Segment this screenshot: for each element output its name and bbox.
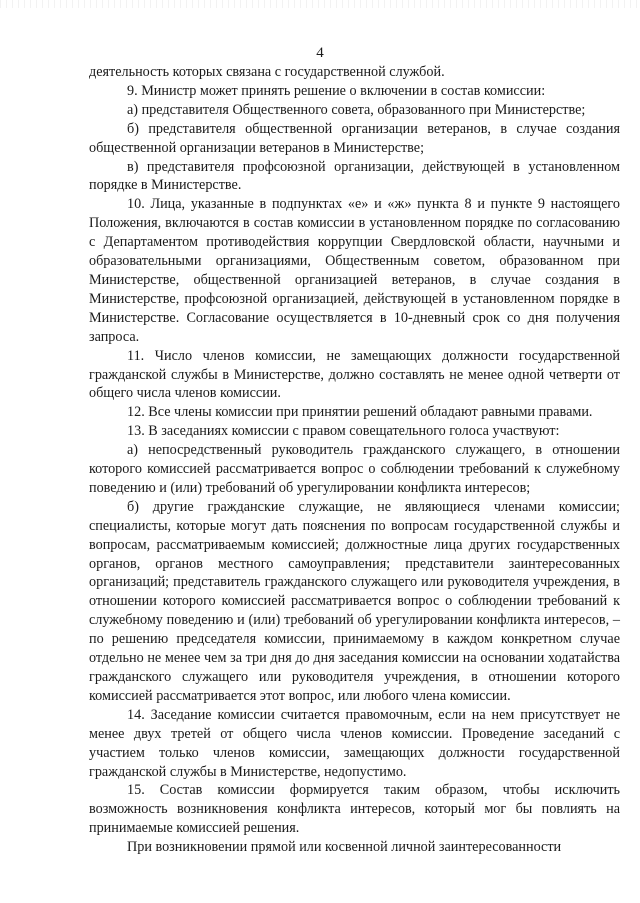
page-number: 4 [316,45,324,61]
paragraph-item-11: 11. Число членов комиссии, не замещающих должности государственной гражданской службы в Министерстве, должно составлять не менее одной четверти от общего числа членов комиссии. [89,347,620,402]
paragraph-item-15-continued: При возникновении прямой или косвенной личной заинтересованности [127,839,562,856]
paragraph-item-15: 15. Состав комиссии формируется таким образом, чтобы исключить возможность возникновения конфликта интересов, который мог бы повлиять на принимаемые комиссией решения. [89,782,620,837]
paragraph-item-10: 10. Лица, указанные в подпунктах «е» и «ж» пункта 8 и пункте 9 настоящего Положения, включаются в состав комиссии в установленном порядке по согласованию с Департаментом противодействия коррупции Свердловской области, научными и образовательными организациями, Общественным советом, образованном при Министерстве, общественной организацией ветеранов, в случае создания в Министерстве, профсоюзной организацией, действующей в установленном порядке в Министерстве. Согласование осуществляется в 10-дневный срок со дня получения запроса. [89,196,620,345]
document-body [89,63,620,857]
paragraph-item-12: 12. Все члены комиссии при принятии решений обладают равными правами. [127,404,593,421]
paragraph-subitem-9b: б) представителя общественной организации ветеранов, в случае создания общественной организации ветеранов в Министерстве; [89,120,620,156]
paragraph-continuation: деятельность которых связана с государственной службой. [89,64,445,80]
paragraph-subitem-13a: а) непосредственный руководитель гражданского служащего, в отношении которого комиссией рассматривается вопрос о соблюдении требований к служебному поведению и (или) требований об урегулировании конфликта интересов; [89,442,620,496]
paragraph-subitem-9a: а) представителя Общественного совета, образованного при Министерстве; [127,101,586,118]
paragraph-subitem-9c: в) представителя профсоюзной организации, действующей в установленном порядке в Министерстве. [89,158,620,194]
scan-header-artifact [0,0,640,8]
paragraph-subitem-13b: б) другие гражданские служащие, не являющиеся членами комиссии; специалисты, которые могут дать пояснения по вопросам государственной службы и вопросам, рассматриваемым комиссией; должностные лица других государственных органов, органов местного самоуправления; представители заинтересованных организаций; представитель гражданского служащего или руководителя учреждения, в отношении которого комиссией рассматривается вопрос о соблюдении требований к служебному поведению и (или) требований об урегулировании конфликта интересов, – по решению председателя комиссии, принимаемому в каждом конкретном случае отдельно не менее чем за три дня до дня заседания комиссии на основании ходатайства гражданского служащего или руководителя учреждения, в отношении которого комиссией рассматривается этот вопрос, или любого члена комиссии. [89,498,620,704]
paragraph-item-14: 14. Заседание комиссии считается правомочным, если на нем присутствует не менее двух третей от общего числа членов комиссии. Проведение заседаний с участием только членов комиссии, замещающих должности государственной гражданской службы в Министерстве, недопустимо. [89,706,620,780]
paragraph-item-13: 13. В заседаниях комиссии с правом совещательного голоса участвуют: [127,423,560,440]
paragraph-item-9: 9. Министр может принять решение о включении в состав комиссии: [127,82,546,99]
